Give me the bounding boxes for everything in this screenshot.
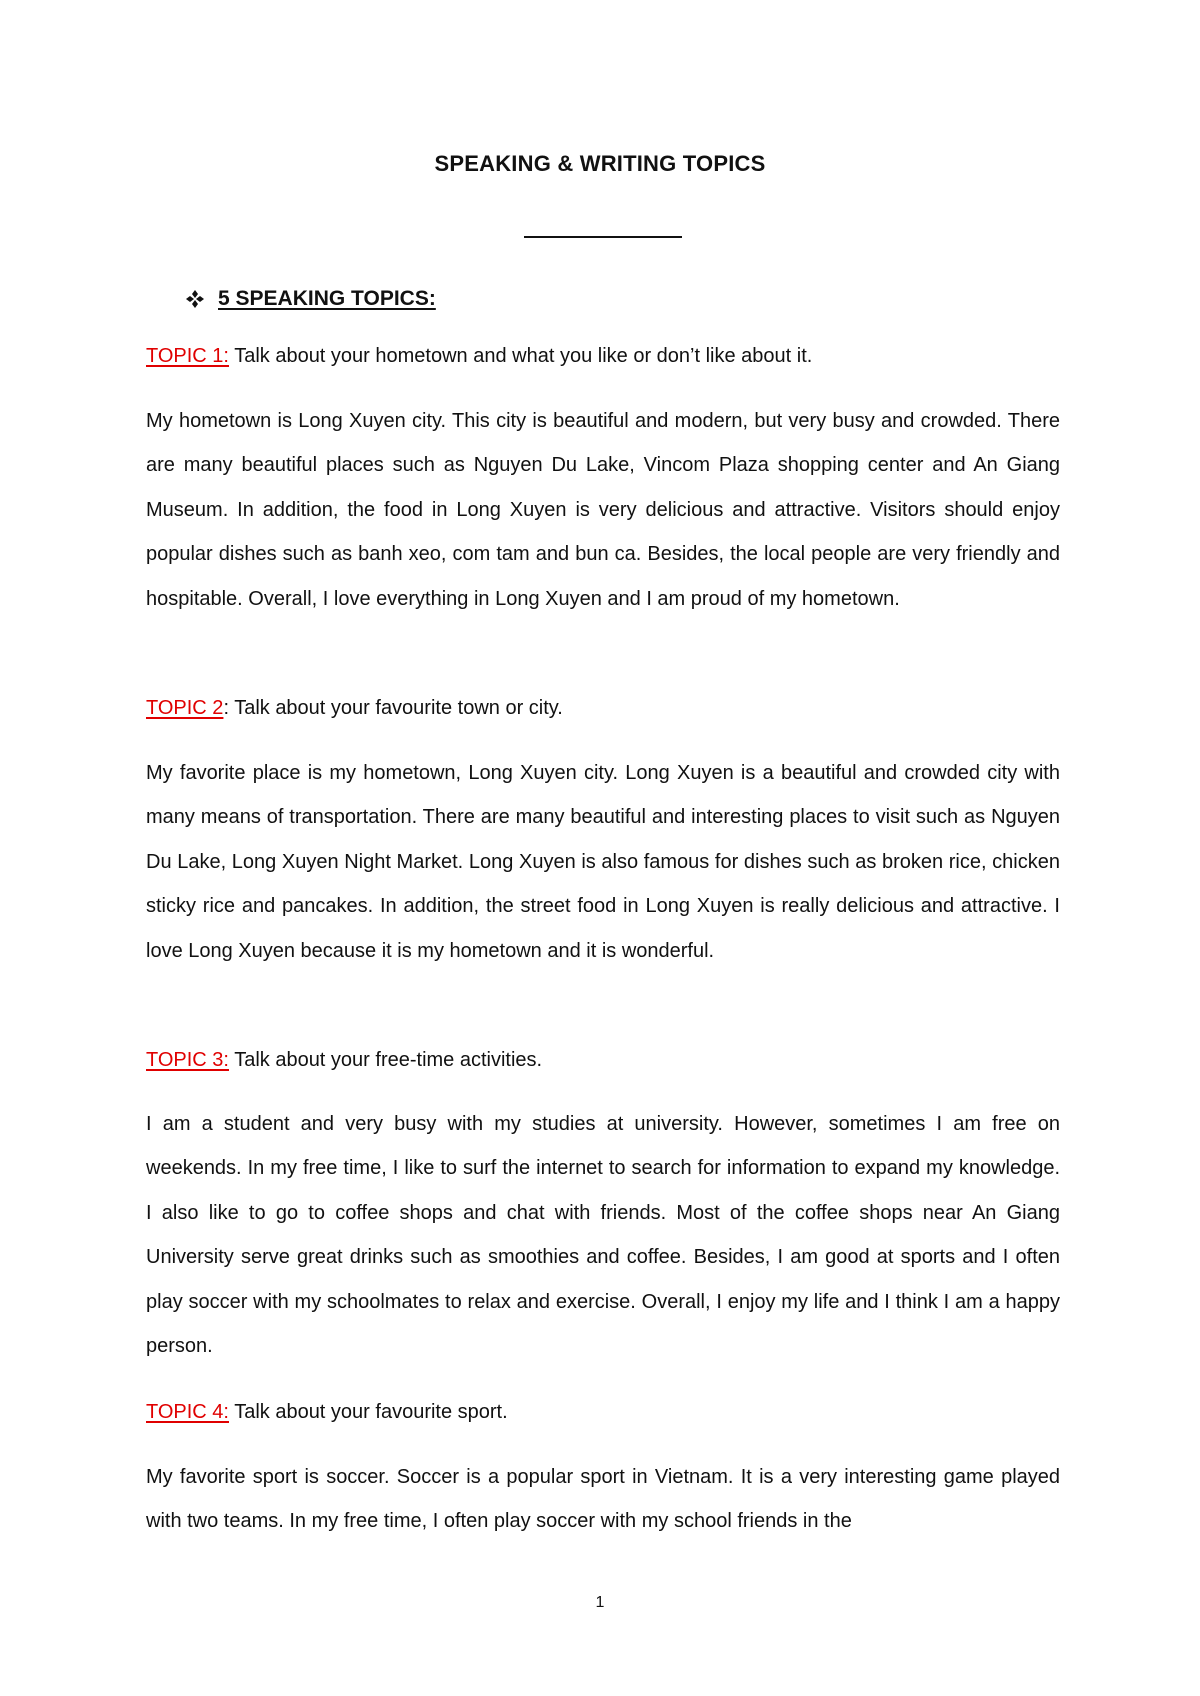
topic-1-answer: My hometown is Long Xuyen city. This city is beautiful and modern, but very busy and crowded. There are many beautiful places such as Nguyen Du Lake, Vincom Plaza shopping center and An Giang Museum. In addition, the food in Long Xuyen is very delicious and attractive. Visitors should enjoy popular dishes such as banh xeo, com tam and bun ca. Besides, the local people are very friendly and hospitable. Overall, I love everything in Long Xuyen and I am proud of my hometown. xyxy=(146,410,1060,610)
section-heading xyxy=(186,287,436,311)
topic-2-line xyxy=(146,697,563,720)
topic-3-line xyxy=(146,1049,542,1072)
topic-1-question: Talk about your hometown and what you like or don’t like about it. xyxy=(229,345,813,367)
page-title: SPEAKING & WRITING TOPICS xyxy=(434,151,766,176)
topic-3-answer: I am a student and very busy with my studies at university. However, sometimes I am free on weekends. In my free time, I like to surf the internet to search for information to expand my knowledge. I also like to go to coffee shops and chat with friends. Most of the coffee shops near An Giang University serve great drinks such as smoothies and coffee. Besides, I am good at sports and I often play soccer with my schoolmates to relax and exercise. Overall, I enjoy my life and I think I am a happy person. xyxy=(146,1113,1060,1358)
topic-1-line xyxy=(146,345,812,368)
topic-4-answer: My favorite sport is soccer. Soccer is a popular sport in Vietnam. It is a very interesting game played with two teams. In my free time, I often play soccer with my school friends in the xyxy=(146,1466,1060,1533)
diamond-bullet-icon xyxy=(186,290,204,308)
topic-2-question: : Talk about your favourite town or city. xyxy=(223,697,563,719)
topic-3-label: TOPIC 3: xyxy=(146,1049,229,1071)
page-number: 1 xyxy=(595,1594,605,1611)
topic-4-label: TOPIC 4: xyxy=(146,1401,229,1423)
topic-2-answer: My favorite place is my hometown, Long Xuyen city. Long Xuyen is a beautiful and crowded city with many means of transportation. There are many beautiful and interesting places to visit such as Nguyen Du Lake, Long Xuyen Night Market. Long Xuyen is also famous for dishes such as broken rice, chicken sticky rice and pancakes. In addition, the street food in Long Xuyen is really delicious and attractive. I love Long Xuyen because it is my hometown and it is wonderful. xyxy=(146,762,1060,962)
title-underline-divider xyxy=(524,236,682,238)
section-heading-label: 5 SPEAKING TOPICS: xyxy=(218,287,436,310)
topic-4-line xyxy=(146,1401,508,1424)
topic-4-question: Talk about your favourite sport. xyxy=(229,1401,508,1423)
topic-3-question: Talk about your free-time activities. xyxy=(229,1049,543,1071)
topic-2-label: TOPIC 2 xyxy=(146,697,224,719)
topic-1-label: TOPIC 1: xyxy=(146,345,229,367)
